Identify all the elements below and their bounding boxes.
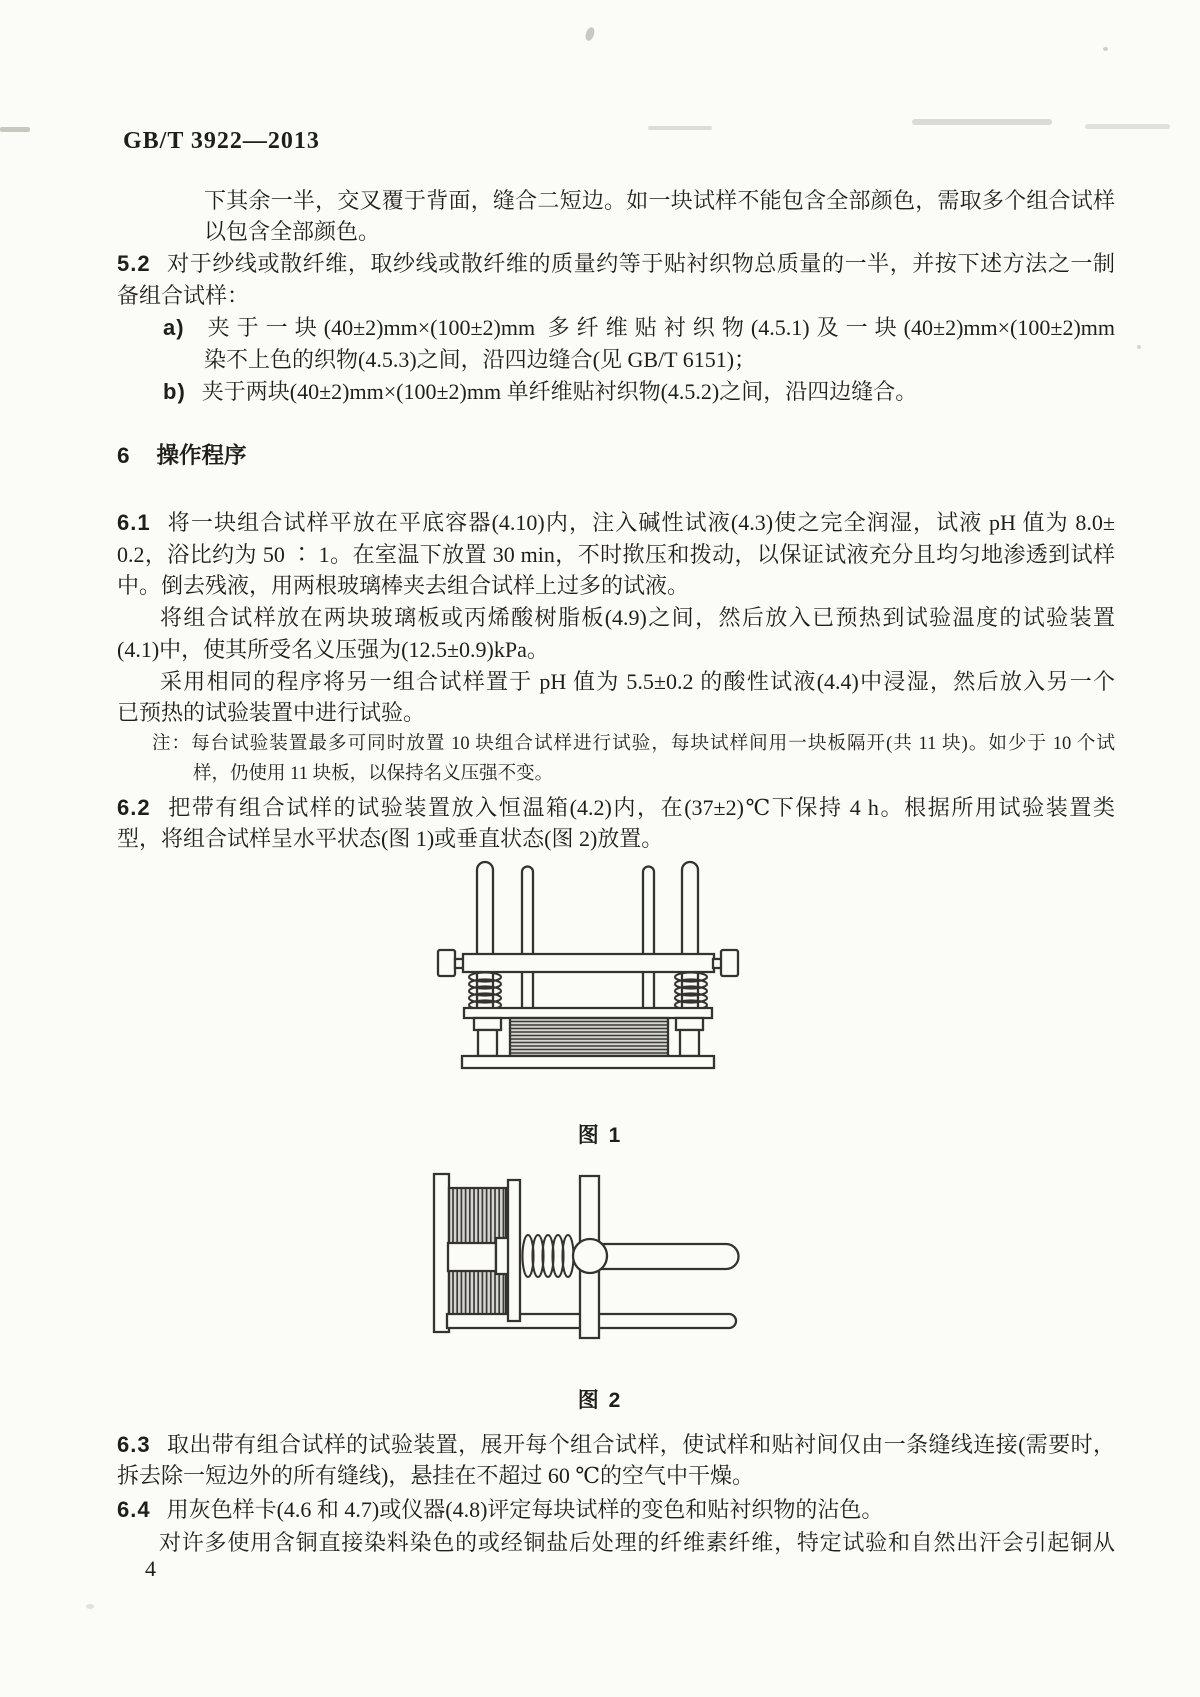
clause-number: 6.1 <box>117 510 151 535</box>
fig2-end-plate <box>434 1174 449 1332</box>
figure-2-apparatus <box>434 1174 739 1338</box>
line-text: 型，将组合试样呈水平状态(图 1)或垂直状态(图 2)放置。 <box>117 826 664 851</box>
line-text: 0.2，浴比约为 50 ∶ 1。在室温下放置 30 min，不时揿压和拨动，以保证试液充分且均匀地渗透到试样 <box>117 542 1115 567</box>
line-text: 注：每台试验装置最多可同时放置 10 块组合试样进行试验，每块试样间用一块板隔开(共 11 块)。如少于 10 个试 <box>152 734 1115 754</box>
clause-number: a) <box>163 315 185 340</box>
fig2-center-rod <box>448 1243 496 1271</box>
fig1-left-knob <box>438 950 455 976</box>
fig1-pressure-plate <box>464 1008 712 1018</box>
line-text: 对许多使用含铜直接染料染色的或经铜盐后处理的纤维素纤维，特定试验和自然出汗会引起铜从 <box>159 1530 1115 1555</box>
clause-number: b) <box>163 379 186 404</box>
line-text: 将一块组合试样平放在平底容器(4.10)内，注入碱性试液(4.3)使之完全润湿，试液 pH 值为 8.0± <box>166 510 1115 535</box>
fig1-support-left-post <box>478 1030 497 1056</box>
line-text: 已预热的试验装置中进行试验。 <box>117 700 426 725</box>
fig2-pressure-plate <box>508 1180 520 1321</box>
line-text: 将组合试样放在两块玻璃板或丙烯酸树脂板(4.9)之间，然后放入已预热到试验温度的试验装置 <box>160 605 1115 630</box>
standard-number-header: GB/T 3922—2013 <box>123 128 320 154</box>
line-text: 采用相同的程序将另一组合试样置于 pH 值为 5.5±0.2 的酸性试液(4.4)中浸湿，然后放入另一个 <box>160 669 1115 694</box>
line-text: 中。倒去残液，用两根玻璃棒夹去组合试样上过多的试液。 <box>117 573 690 598</box>
fig2-ball-knob <box>573 1239 607 1273</box>
line-text: 备组合试样： <box>117 283 250 308</box>
line-text: 夹于一块(40±2)mm×(100±2)mm 多纤维贴衬织物(4.5.1)及一块(40±2)mm×(100±2)mm <box>200 315 1115 340</box>
line-text: 染不上色的织物(4.5.3)之间，沿四边缝合(见 GB/T 6151)； <box>204 347 757 372</box>
figure-1-caption: 图 1 <box>577 1124 623 1147</box>
figure-2-caption: 图 2 <box>577 1389 623 1412</box>
fig1-rod-right-inner <box>643 867 654 1013</box>
fig1-support-right-cap <box>676 1018 703 1030</box>
line-text: 操作程序 <box>156 443 247 468</box>
clause-number: 6.4 <box>117 1497 151 1522</box>
line-text: 取出带有组合试样的试验装置，展开每个组合试样，使试样和贴衬间仅由一条缝线连接(需要时， <box>166 1432 1115 1457</box>
line-text: 用灰色样卡(4.6 和 4.7)或仪器(4.8)评定每块试样的变色和贴衬织物的沾色。 <box>166 1497 884 1522</box>
fig1-plate-stack <box>510 1018 668 1056</box>
fig2-handle-rod <box>601 1244 739 1269</box>
line-text: 样，仍使用 11 块板，以保持名义压强不变。 <box>193 764 554 784</box>
line-text: 下其余一半，交叉覆于背面，缝合二短边。如一块试样不能包含全部颜色，需取多个组合试样 <box>204 188 1115 213</box>
clause-number: 6.2 <box>117 795 151 820</box>
fig1-top-bar <box>463 954 714 972</box>
line-text: 对于纱线或散纤维，取纱线或散纤维的质量约等于贴衬织物总质量的一半，并按下述方法之一制 <box>166 251 1115 276</box>
fig1-base-plate <box>462 1056 714 1068</box>
page-number: 4 <box>145 1556 156 1581</box>
clause-number: 6.3 <box>117 1432 151 1457</box>
line-text: 以包含全部颜色。 <box>204 219 381 244</box>
fig1-support-right-post <box>680 1030 699 1056</box>
line-text: 拆去除一短边外的所有缝线)，悬挂在不超过 60 ℃的空气中干燥。 <box>117 1463 754 1488</box>
fig1-rod-left-inner <box>522 867 533 1013</box>
figure-1-apparatus <box>438 862 738 1068</box>
fig2-spring <box>523 1235 574 1277</box>
fig1-right-knob <box>721 950 738 976</box>
fig1-support-left-cap <box>474 1018 501 1030</box>
line-text: 把带有组合试样的试验装置放入恒温箱(4.2)内，在(37±2)℃下保持 4 h。根据所用试验装置类 <box>166 795 1115 820</box>
clause-number: 6 <box>117 443 131 468</box>
clause-number: 5.2 <box>117 251 151 276</box>
line-text: (4.1)中，使其所受名义压强为(12.5±0.9)kPa。 <box>117 637 549 662</box>
line-text: 夹于两块(40±2)mm×(100±2)mm 单纤维贴衬织物(4.5.2)之间，沿四边缝合。 <box>201 379 918 404</box>
